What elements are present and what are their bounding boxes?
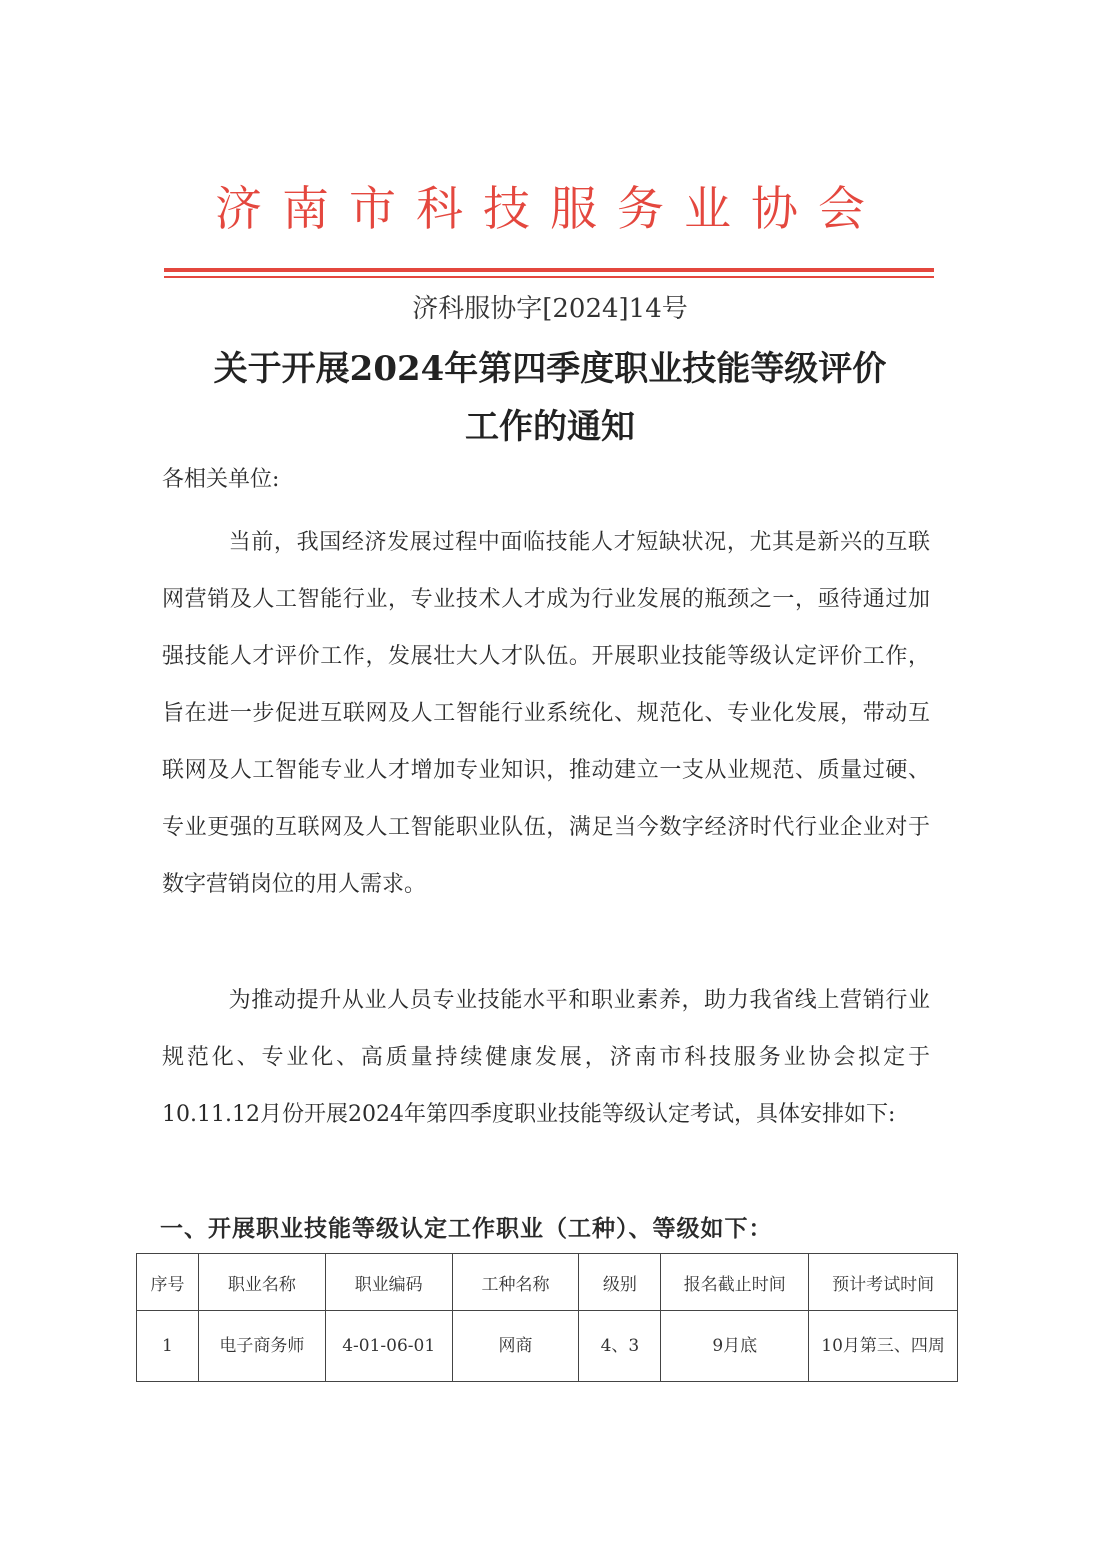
paragraph-background-text: 当前，我国经济发展过程中面临技能人才短缺状况，尤其是新兴的互联网营销及人工智能行业，专业技术人才成为行业发展的瓶颈之一，亟待通过加强技能人才评价工作，发展壮大人才队伍。开展职业技能等级认定评价工作，旨在进一步促进互联网及人工智能行业系统化、规范化、专业化发展，带动互联网及人工智能专业人才增加专业知识，推动建立一支从业规范、质量过硬、专业更强的互联网及人工智能职业队伍，满足当今数字经济时代行业企业对于数字营销岗位的用人需求。 bbox=[162, 530, 930, 897]
letterhead-rule-thick bbox=[164, 268, 934, 272]
notice-title bbox=[150, 340, 950, 456]
cell-occupation-name: 电子商务师 bbox=[198, 1311, 325, 1382]
header-occupation-name: 职业名称 bbox=[198, 1254, 325, 1311]
cell-seq: 1 bbox=[137, 1311, 199, 1382]
cell-job-type: 网商 bbox=[452, 1311, 579, 1382]
paragraph-arrangement-text: 为推动提升从业人员专业技能水平和职业素养，助力我省线上营销行业规范化、专业化、高质量持续健康发展，济南市科技服务业协会拟定于10.11.12月份开展2024年第四季度职业技能等级认定考试，具体安排如下: bbox=[162, 988, 930, 1127]
letterhead-rule-thin bbox=[164, 276, 934, 278]
table-row bbox=[137, 1311, 958, 1382]
notice-title-line2: 工作的通知 bbox=[465, 407, 635, 447]
paragraph-arrangement bbox=[162, 972, 930, 1143]
header-job-type: 工种名称 bbox=[452, 1254, 579, 1311]
occupation-table bbox=[136, 1253, 958, 1382]
header-occupation-code: 职业编码 bbox=[325, 1254, 452, 1311]
header-exam-time: 预计考试时间 bbox=[809, 1254, 958, 1311]
cell-registration-deadline: 9月底 bbox=[661, 1311, 809, 1382]
header-level: 级别 bbox=[579, 1254, 661, 1311]
header-seq: 序号 bbox=[137, 1254, 199, 1311]
document-number: 济科服协字[2024]14号 bbox=[412, 294, 688, 324]
cell-level: 4、3 bbox=[579, 1311, 661, 1382]
notice-title-line1: 关于开展2024年第四季度职业技能等级评价 bbox=[213, 349, 887, 389]
paragraph-background bbox=[162, 514, 930, 913]
table-header-row bbox=[137, 1254, 958, 1311]
header-registration-deadline: 报名截止时间 bbox=[661, 1254, 809, 1311]
organization-letterhead: 济南市科技服务业协会 bbox=[215, 182, 885, 237]
section-1-heading: 一、开展职业技能等级认定工作职业（工种）、等级如下： bbox=[160, 1215, 773, 1242]
salutation: 各相关单位: bbox=[162, 467, 280, 492]
cell-exam-time: 10月第三、四周 bbox=[809, 1311, 958, 1382]
cell-occupation-code: 4-01-06-01 bbox=[325, 1311, 452, 1382]
